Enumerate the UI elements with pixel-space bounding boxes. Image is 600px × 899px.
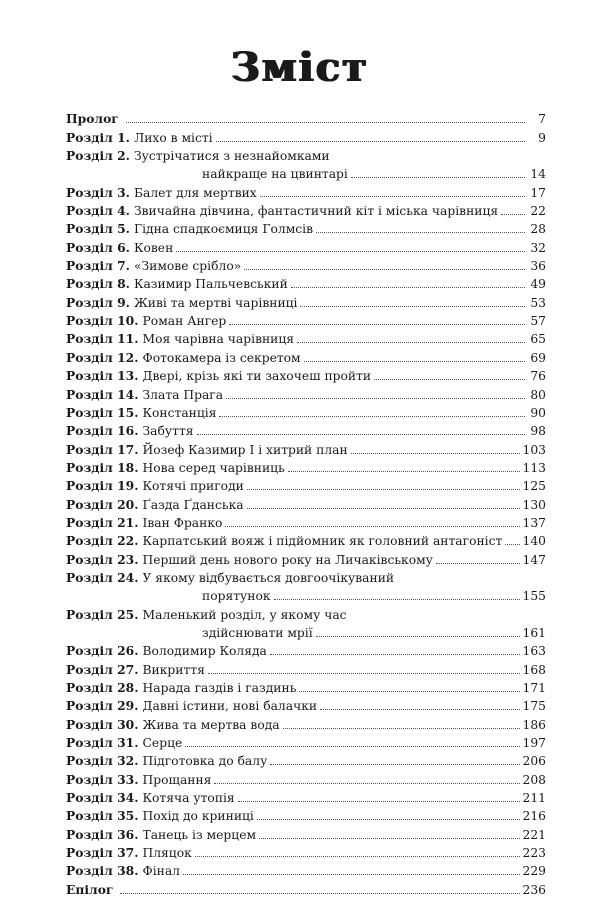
toc-leader-dots bbox=[247, 488, 520, 490]
toc-entry-title: Нова серед чарівниць bbox=[142, 460, 285, 475]
toc-entry-page: 80 bbox=[530, 387, 546, 402]
toc-entry bbox=[66, 147, 546, 165]
toc-entry-page: 168 bbox=[522, 662, 546, 677]
toc-entry-page: 206 bbox=[522, 754, 546, 769]
toc-entry-label: Розділ 27. bbox=[66, 661, 139, 677]
toc-entry bbox=[66, 348, 546, 366]
toc-entry bbox=[66, 642, 546, 660]
toc-entry bbox=[66, 257, 546, 275]
toc-leader-dots bbox=[225, 525, 519, 527]
toc-entry bbox=[66, 569, 546, 587]
toc-entry-label: Епілог bbox=[66, 881, 114, 897]
toc-leader-dots bbox=[238, 800, 520, 802]
toc-entry-title-continued: порятунок bbox=[202, 589, 271, 604]
toc-entry-title: Серце bbox=[142, 736, 183, 751]
toc-entry-label: Розділ 38. bbox=[66, 863, 139, 879]
toc-leader-dots bbox=[351, 176, 525, 178]
toc-entry-page: 53 bbox=[530, 295, 546, 310]
toc-entry bbox=[66, 605, 546, 623]
toc-entry-title: Фінал bbox=[142, 864, 180, 879]
toc-entry bbox=[66, 385, 546, 403]
toc-entry-page: 171 bbox=[522, 681, 546, 695]
toc-entry bbox=[66, 275, 546, 293]
toc-entry-continuation bbox=[66, 165, 546, 183]
toc-leader-dots bbox=[291, 286, 525, 288]
toc-entry-page: 57 bbox=[530, 314, 546, 329]
toc-entry-label: Розділ 35. bbox=[66, 808, 139, 824]
toc-leader-dots bbox=[300, 305, 525, 307]
toc-entry-label: Розділ 28. bbox=[66, 680, 139, 695]
toc-entry-title: Фотокамера із секретом bbox=[142, 350, 301, 365]
toc-entry-page: 14 bbox=[530, 167, 546, 182]
toc-entry-title: Звичайна дівчина, фантастичний кіт і міська чарівниця bbox=[133, 204, 499, 219]
toc-entry bbox=[66, 789, 546, 807]
toc-entry-label: Розділ 23. bbox=[66, 551, 139, 567]
toc-entry bbox=[66, 459, 546, 477]
toc-entry-label: Розділ 3. bbox=[66, 184, 130, 200]
toc-entry-continuation bbox=[66, 587, 546, 605]
toc-entry-label: Розділ 19. bbox=[66, 478, 139, 494]
toc-entry-title: Перший день нового року на Личаківському bbox=[142, 552, 433, 567]
toc-entry-label: Розділ 17. bbox=[66, 441, 139, 457]
toc-entry bbox=[66, 477, 546, 495]
toc-entry bbox=[66, 238, 546, 256]
toc-leader-dots bbox=[260, 195, 525, 197]
toc-entry-label: Розділ 32. bbox=[66, 753, 139, 769]
page-title: Зміст bbox=[231, 44, 369, 91]
toc-entry-title: Балет для мертвих bbox=[133, 185, 257, 200]
toc-entry-label: Розділ 8. bbox=[66, 276, 130, 292]
toc-leader-dots bbox=[374, 378, 525, 380]
toc-entry-title: Живі та мертві чарівниці bbox=[133, 295, 298, 310]
toc-entry-label: Розділ 9. bbox=[66, 294, 130, 310]
toc-leader-dots bbox=[229, 323, 525, 325]
toc-entry-label: Розділ 31. bbox=[66, 735, 139, 751]
toc-entry bbox=[66, 220, 546, 238]
toc-entry-label: Розділ 18. bbox=[66, 459, 139, 475]
toc-entry-title: Ґазда Ґданська bbox=[142, 497, 244, 512]
toc-entry-title: Констанція bbox=[142, 405, 217, 420]
toc-leader-dots bbox=[216, 140, 525, 142]
toc-leader-dots bbox=[257, 818, 520, 820]
toc-entry-label: Розділ 20. bbox=[66, 496, 139, 512]
toc-entry-page: 216 bbox=[522, 809, 546, 824]
toc-entry-title: У якому відбувається довгоочікуваний bbox=[142, 570, 395, 585]
toc-entry-page: 113 bbox=[522, 460, 546, 475]
toc-entry bbox=[66, 422, 546, 440]
toc-entry-label: Розділ 14. bbox=[66, 386, 139, 402]
toc-entry bbox=[66, 880, 546, 898]
toc-entry bbox=[66, 404, 546, 422]
toc-entry bbox=[66, 550, 546, 568]
toc-entry-title: Злата Прага bbox=[142, 387, 224, 402]
toc-leader-dots bbox=[505, 543, 519, 545]
toc-leader-dots bbox=[226, 397, 525, 399]
toc-leader-dots bbox=[316, 635, 520, 637]
toc-entry-page: 211 bbox=[522, 791, 546, 806]
toc-entry-label: Розділ 15. bbox=[66, 404, 139, 420]
toc-leader-dots bbox=[244, 268, 525, 270]
toc-entry-title: Йозеф Казимир І і хитрий план bbox=[142, 442, 348, 457]
table-of-contents bbox=[66, 110, 546, 899]
toc-entry-page: 98 bbox=[530, 424, 546, 439]
toc-entry-title: Зустрічатися з незнайомками bbox=[133, 149, 330, 164]
toc-entry-page: 65 bbox=[530, 332, 546, 347]
toc-entry-label: Розділ 24. bbox=[66, 569, 139, 585]
toc-entry-label: Розділ 29. bbox=[66, 698, 139, 714]
toc-entry-label: Розділ 34. bbox=[66, 790, 139, 806]
toc-entry-page: 161 bbox=[522, 625, 546, 640]
toc-entry bbox=[66, 844, 546, 862]
toc-entry bbox=[66, 532, 546, 550]
toc-entry-page: 163 bbox=[522, 644, 546, 659]
toc-entry-title-continued: здійснювати мрії bbox=[202, 625, 313, 640]
toc-entry-page: 36 bbox=[530, 259, 546, 274]
toc-entry-label: Розділ 12. bbox=[66, 349, 139, 365]
toc-entry bbox=[66, 734, 546, 752]
toc-entry-page: 197 bbox=[522, 736, 546, 751]
toc-leader-dots bbox=[316, 231, 525, 233]
toc-entry bbox=[66, 110, 546, 128]
toc-leader-dots bbox=[247, 507, 520, 509]
toc-entry-label: Розділ 7. bbox=[66, 258, 130, 274]
toc-entry-page: 69 bbox=[530, 350, 546, 365]
toc-entry-page: 76 bbox=[530, 369, 546, 384]
toc-entry-label: Розділ 13. bbox=[66, 368, 139, 384]
toc-entry-page: 229 bbox=[522, 864, 546, 879]
toc-leader-dots bbox=[436, 562, 520, 564]
toc-entry-label: Розділ 21. bbox=[66, 514, 139, 530]
toc-entry-page: 208 bbox=[522, 772, 546, 787]
toc-entry-page: 49 bbox=[530, 277, 546, 292]
toc-entry-label: Розділ 4. bbox=[66, 203, 130, 219]
toc-entry-label: Розділ 6. bbox=[66, 239, 130, 255]
toc-entry-title: Роман Ангер bbox=[142, 314, 227, 329]
toc-entry-title: Нарада газдів і газдинь bbox=[142, 681, 297, 695]
toc-entry-page: 175 bbox=[522, 699, 546, 714]
toc-entry-continuation bbox=[66, 624, 546, 642]
toc-entry bbox=[66, 825, 546, 843]
toc-entry-title: Карпатський вояж і підйомник як головний антагоніст bbox=[142, 534, 503, 549]
toc-entry-title: Двері, крізь які ти захочеш пройти bbox=[142, 369, 372, 384]
toc-entry-page: 90 bbox=[530, 405, 546, 420]
toc-entry-title-continued: найкраще на цвинтарі bbox=[202, 167, 348, 182]
toc-entry-page: 130 bbox=[522, 497, 546, 512]
toc-entry bbox=[66, 770, 546, 788]
toc-entry-title: Володимир Коляда bbox=[142, 644, 267, 659]
toc-leader-dots bbox=[197, 433, 525, 435]
toc-leader-dots bbox=[351, 452, 520, 454]
toc-entry-label: Розділ 26. bbox=[66, 643, 139, 659]
toc-entry-page: 32 bbox=[530, 240, 546, 255]
toc-entry bbox=[66, 293, 546, 311]
toc-entry-label: Розділ 36. bbox=[66, 826, 139, 842]
toc-entry-title: Похід до криниці bbox=[142, 809, 254, 824]
toc-entry-label: Розділ 22. bbox=[66, 533, 139, 549]
toc-leader-dots bbox=[270, 653, 520, 655]
toc-entry bbox=[66, 807, 546, 825]
toc-entry-title: Лихо в місті bbox=[133, 130, 213, 145]
toc-entry-title: Гідна спадкоємиця Голмсів bbox=[133, 222, 313, 237]
toc-entry-title: Прощання bbox=[142, 772, 212, 787]
toc-entry-title: Викриття bbox=[142, 662, 205, 677]
toc-leader-dots bbox=[259, 837, 519, 839]
toc-leader-dots bbox=[219, 415, 525, 417]
toc-leader-dots bbox=[283, 727, 520, 729]
toc-entry bbox=[66, 183, 546, 201]
toc-entry-title: Моя чарівна чарівниця bbox=[142, 332, 295, 347]
toc-entry-label: Пролог bbox=[66, 111, 119, 127]
toc-entry bbox=[66, 312, 546, 330]
toc-entry bbox=[66, 715, 546, 733]
toc-entry-title: Забуття bbox=[142, 424, 194, 439]
toc-entry-label: Розділ 25. bbox=[66, 606, 139, 622]
toc-entry-label: Розділ 1. bbox=[66, 129, 130, 145]
toc-entry bbox=[66, 330, 546, 348]
toc-entry-page: 28 bbox=[530, 222, 546, 237]
toc-leader-dots bbox=[208, 672, 520, 674]
toc-entry-title: Підготовка до балу bbox=[142, 754, 268, 769]
toc-entry-page: 140 bbox=[522, 534, 546, 549]
toc-entry-page: 147 bbox=[522, 552, 546, 567]
toc-entry-page: 223 bbox=[522, 846, 546, 861]
toc-entry-label: Розділ 33. bbox=[66, 771, 139, 787]
toc-leader-dots bbox=[195, 855, 520, 857]
toc-entry-page: 17 bbox=[530, 185, 546, 200]
toc-leader-dots bbox=[501, 213, 525, 215]
toc-leader-dots bbox=[304, 360, 525, 362]
toc-entry bbox=[66, 495, 546, 513]
toc-entry bbox=[66, 862, 546, 880]
toc-entry-label: Розділ 2. bbox=[66, 148, 130, 164]
toc-entry bbox=[66, 128, 546, 146]
toc-leader-dots bbox=[297, 341, 525, 343]
toc-entry-title: Казимир Пальчевський bbox=[133, 277, 288, 292]
toc-entry-label: Розділ 5. bbox=[66, 221, 130, 237]
toc-entry-page: 137 bbox=[522, 515, 546, 530]
toc-entry-page: 103 bbox=[522, 442, 546, 457]
toc-leader-dots bbox=[120, 892, 519, 894]
toc-leader-dots bbox=[288, 470, 520, 472]
toc-leader-dots bbox=[274, 598, 520, 600]
toc-entry-page: 22 bbox=[530, 204, 546, 219]
toc-entry-title: Танець із мерцем bbox=[142, 827, 257, 842]
toc-entry bbox=[66, 752, 546, 770]
toc-entry-title: Давні істини, нові балачки bbox=[142, 699, 318, 714]
toc-entry-label: Розділ 37. bbox=[66, 845, 139, 861]
toc-leader-dots bbox=[126, 121, 525, 123]
toc-entry-title: Жива та мертва вода bbox=[142, 717, 280, 732]
toc-leader-dots bbox=[299, 690, 519, 692]
toc-entry-page: 221 bbox=[522, 827, 546, 842]
toc-entry-label: Розділ 11. bbox=[66, 331, 139, 347]
toc-entry-title: Ковен bbox=[133, 240, 174, 255]
toc-leader-dots bbox=[185, 745, 519, 747]
toc-entry bbox=[66, 697, 546, 715]
toc-entry-page: 7 bbox=[538, 112, 546, 127]
toc-entry-title: Котячі пригоди bbox=[142, 479, 244, 494]
toc-leader-dots bbox=[214, 782, 519, 784]
toc-entry-page: 125 bbox=[522, 479, 546, 494]
toc-entry bbox=[66, 679, 546, 697]
toc-entry-title: Котяча утопія bbox=[142, 791, 235, 806]
toc-entry bbox=[66, 514, 546, 532]
toc-entry bbox=[66, 202, 546, 220]
toc-entry-page: 9 bbox=[538, 130, 546, 145]
toc-entry-label: Розділ 10. bbox=[66, 313, 139, 329]
toc-entry-page: 186 bbox=[522, 717, 546, 732]
toc-entry-title: Іван Франко bbox=[142, 515, 223, 530]
toc-entry-title: «Зимове срібло» bbox=[133, 259, 242, 274]
toc-entry-page: 155 bbox=[522, 589, 546, 604]
toc-entry bbox=[66, 660, 546, 678]
toc-entry bbox=[66, 440, 546, 458]
toc-entry-label: Розділ 16. bbox=[66, 423, 139, 439]
toc-leader-dots bbox=[270, 763, 519, 765]
toc-leader-dots bbox=[320, 708, 519, 710]
toc-leader-dots bbox=[183, 873, 520, 875]
toc-entry-label: Розділ 30. bbox=[66, 716, 139, 732]
toc-entry bbox=[66, 367, 546, 385]
toc-entry-page: 236 bbox=[522, 882, 546, 897]
toc-entry-title: Пляцок bbox=[142, 846, 192, 861]
toc-entry-title: Маленький розділ, у якому час bbox=[142, 607, 347, 622]
toc-leader-dots bbox=[176, 250, 525, 252]
